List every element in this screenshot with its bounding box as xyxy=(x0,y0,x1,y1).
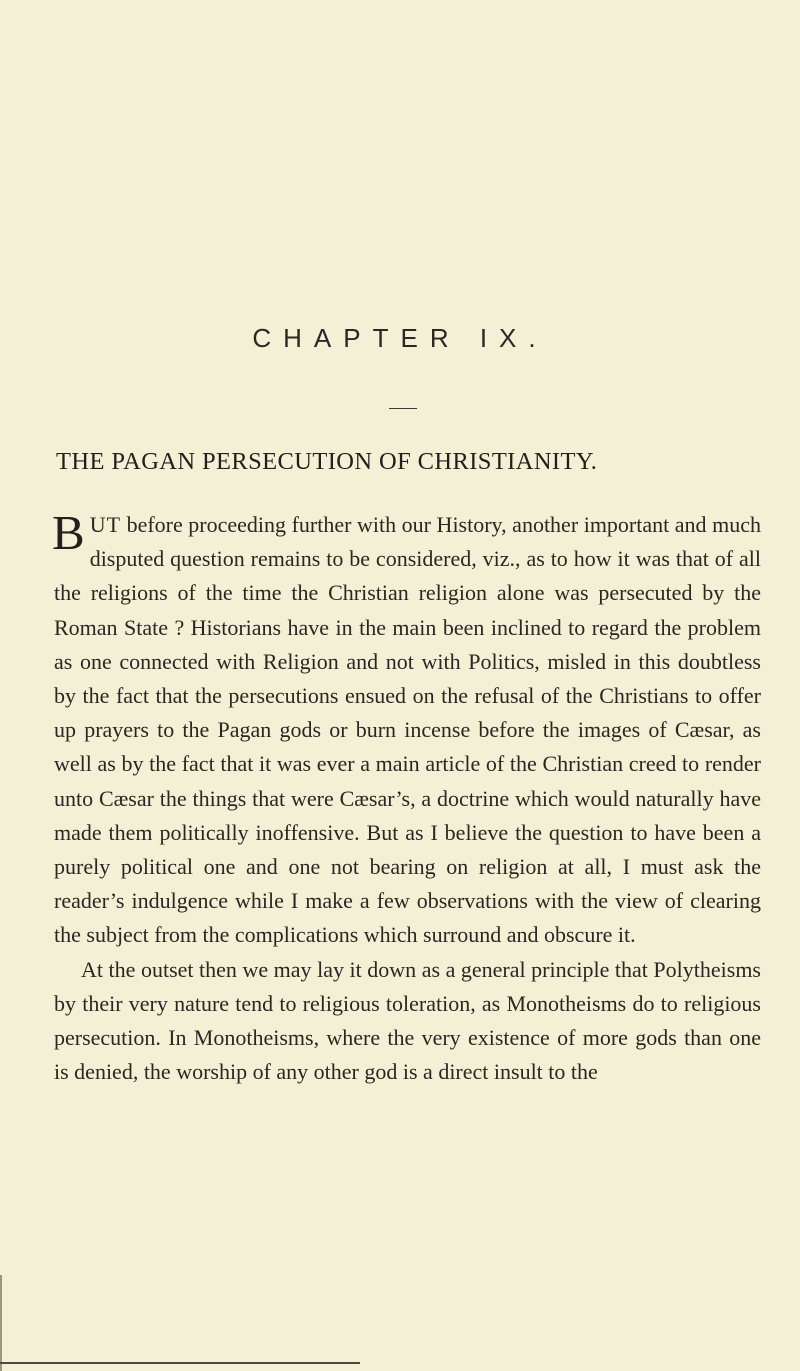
chapter-title: THE PAGAN PERSECUTION OF CHRISTIANITY. xyxy=(56,448,598,475)
page-edge-left xyxy=(0,1275,2,1371)
heading-divider xyxy=(389,408,417,409)
chapter-heading: CHAPTER IX. xyxy=(252,323,548,353)
drop-cap: B xyxy=(52,505,85,560)
paragraph-1-text: before proceeding further with our History, another important and much disputed question remains to be considered, viz., as to how it was that of all the religions of the time the Christian religion alone was persecuted by the Roman State ? Historians have in the main been inclined to regard the problem as one connected with Religion and not with Politics, misled in this doubtless by the fact that the persecutions ensued on the refusal of the Christians to offer up prayers to the Pagan gods or burn incense before the images of Cæsar, as well as by the fact that it was ever a main article of the Christian creed to render unto Cæsar the things that were Cæsar’s, a doctrine which would naturally have made them politically inoffensive. But as I believe the question to have been a purely political one and one not bearing on religion at all, I must ask the reader’s indulgence while I make a few observations with the view of clearing the subject from the complications which surround and obscure it. xyxy=(54,512,761,948)
page-edge-bottom xyxy=(0,1362,360,1364)
paragraph-1 xyxy=(52,505,761,953)
opening-caps: UT xyxy=(89,512,122,537)
paragraph-2: At the outset then we may lay it down as a general principle that Polytheisms by their very nature tend to religious toleration, as Monotheisms do to religious persecution. In Monotheisms, where the very existence of more gods than one is denied, the worship of any other god is a direct insult to the xyxy=(54,956,761,1085)
body-text xyxy=(52,505,761,1089)
